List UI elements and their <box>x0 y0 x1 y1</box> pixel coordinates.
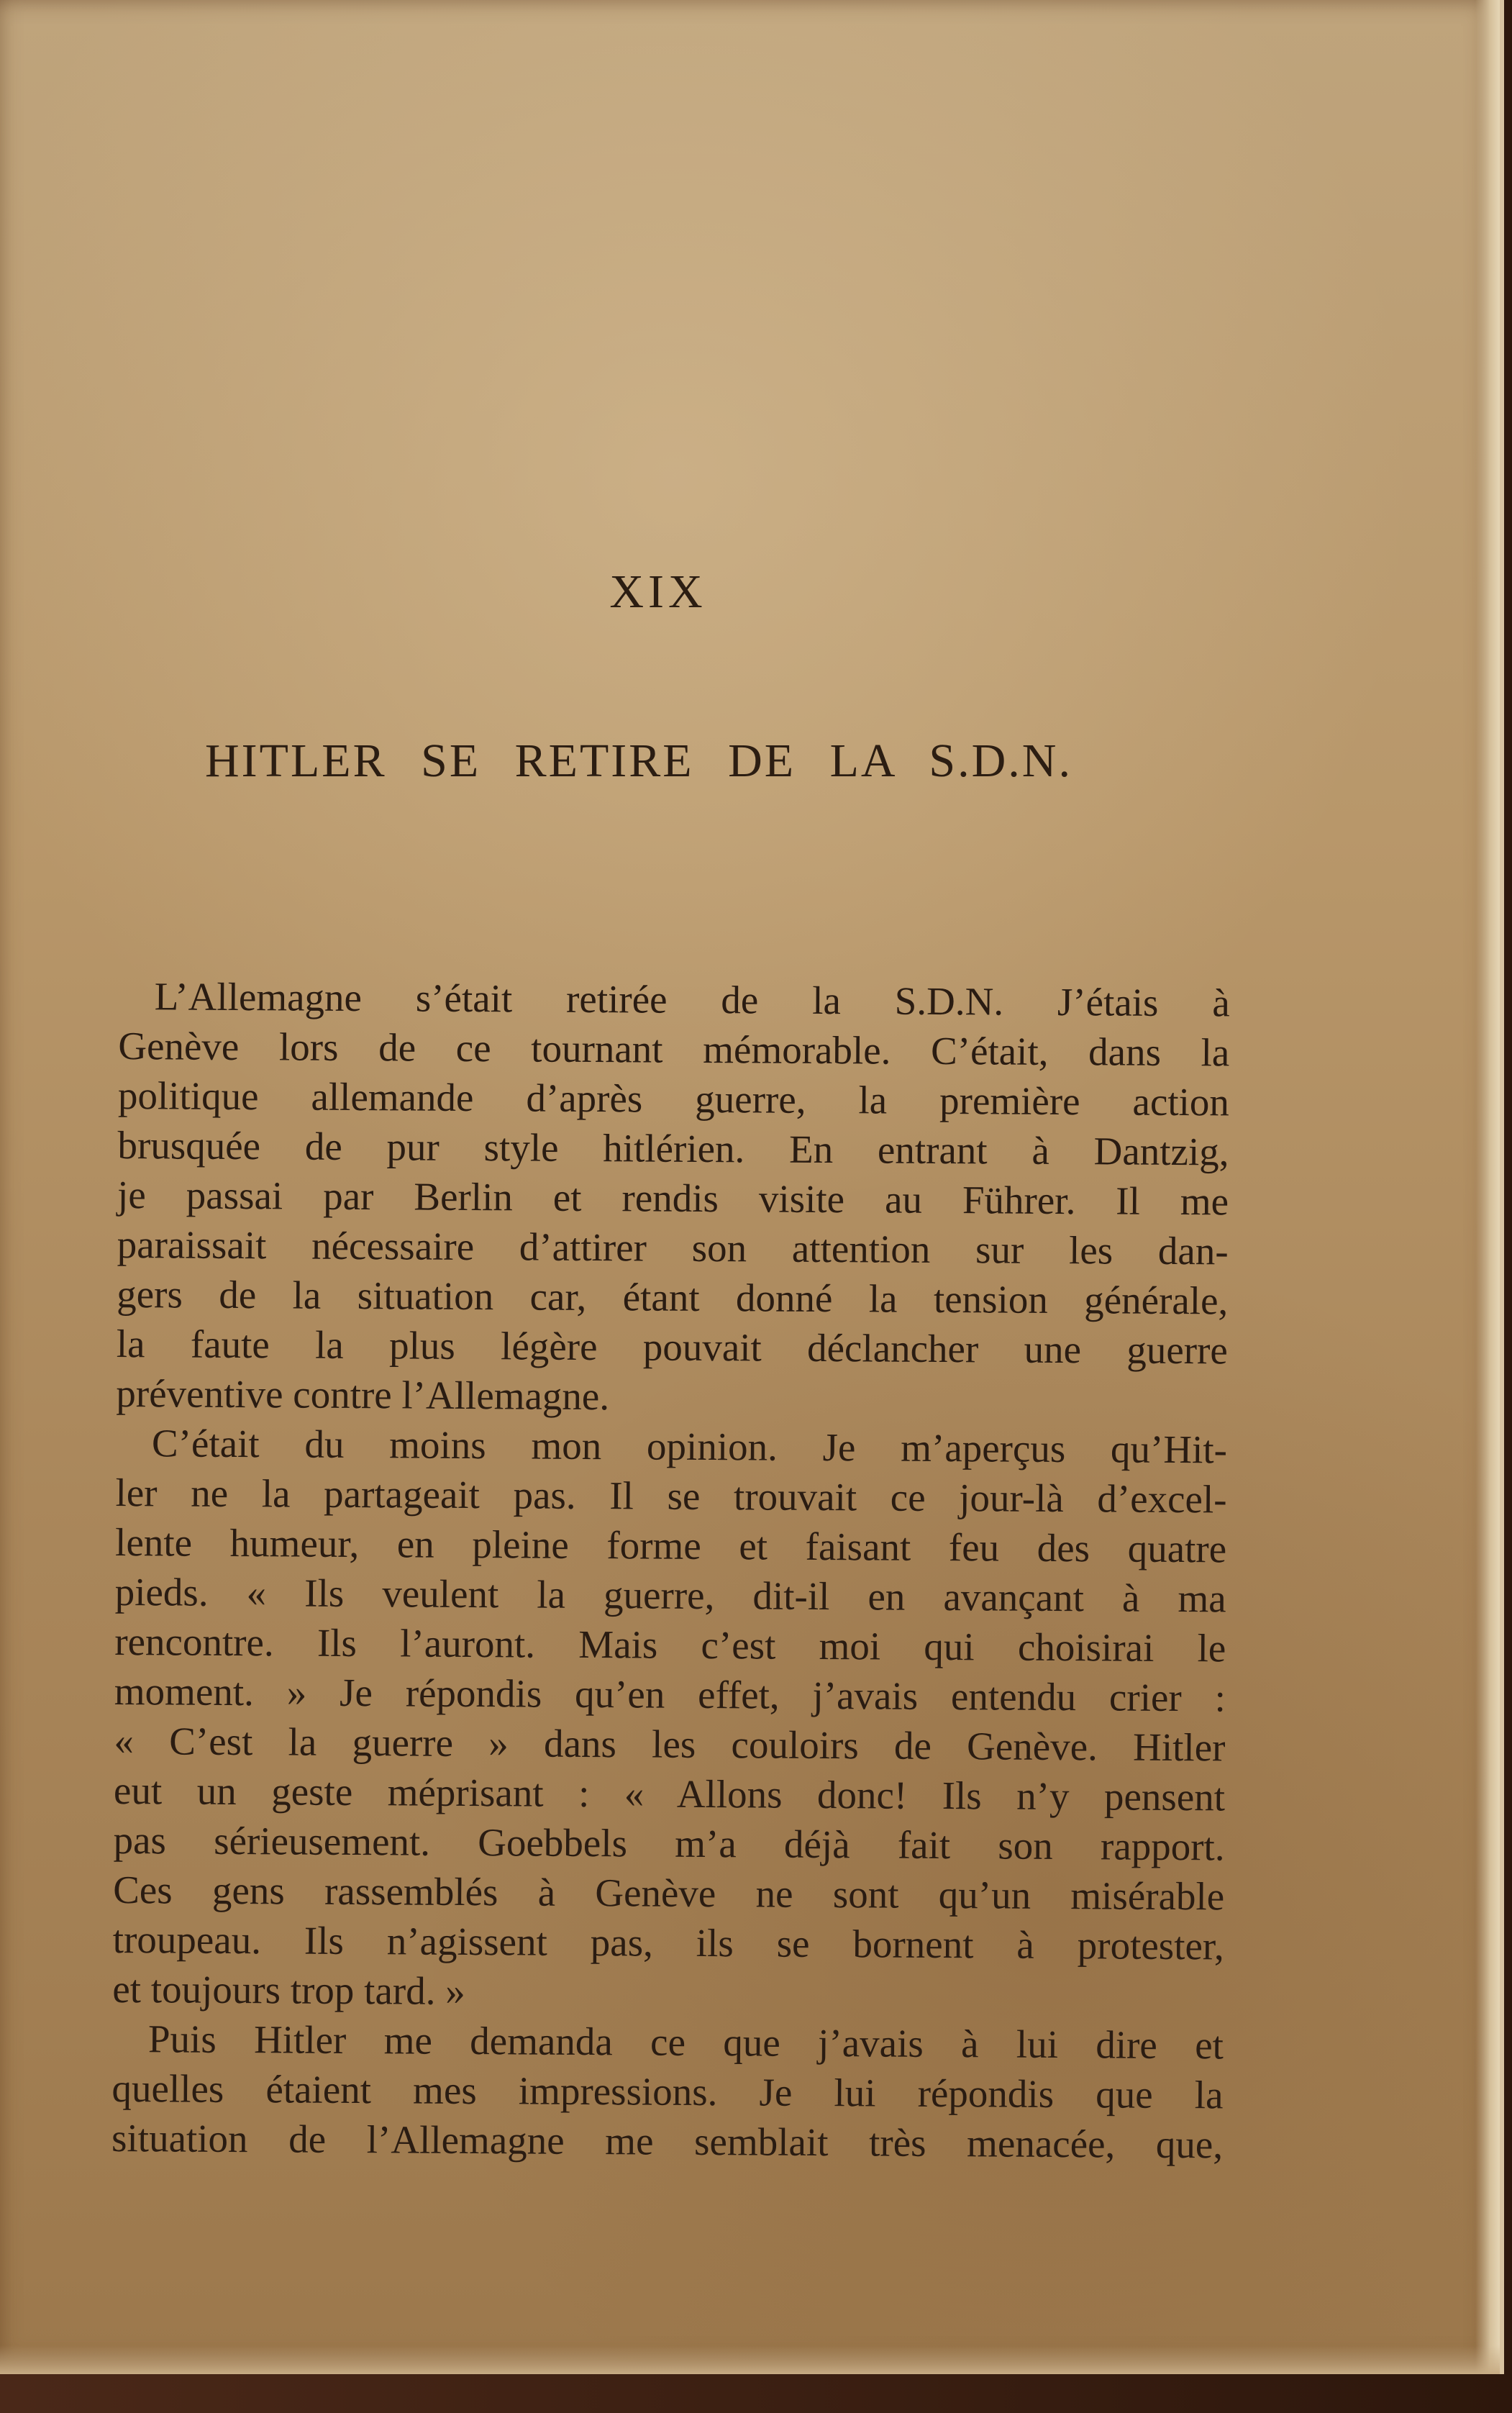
text-line: je passai par Berlin et rendis visite au Führer. Il me <box>117 1172 1229 1224</box>
text-line: « C’est la guerre » dans les couloirs de Genève. Hitler <box>114 1718 1226 1770</box>
chapter-body <box>111 971 1230 2169</box>
page-bottom-edge <box>0 2345 1500 2374</box>
page-edge <box>1475 0 1500 2374</box>
text-line: ler ne la partageait pas. Il se trouvait ce jour-là d’excel- <box>115 1470 1227 1522</box>
text-line: brusquée de pur style hitlérien. En entrant à Dantzig, <box>117 1122 1229 1174</box>
text-line: gers de la situation car, étant donné la tension générale, <box>117 1271 1229 1323</box>
text-line: pas sérieusement. Goebbels m’a déjà fait son rapport. <box>113 1817 1225 1869</box>
text-line: Puis Hitler me demanda ce que j’avais à lui dire et <box>147 2017 1224 2068</box>
text-line: eut un geste méprisant : « Allons donc! Ils n’y pensent <box>113 1768 1226 1819</box>
text-line: Ces gens rassemblés à Genève ne sont qu’un misérable <box>113 1867 1225 1919</box>
chapter-title: HITLER SE RETIRE DE LA S.D.N. <box>205 735 1072 787</box>
chapter-number: XIX <box>609 565 707 618</box>
text-line: lente humeur, en pleine forme et faisant feu des quatre <box>114 1519 1227 1571</box>
text-line: politique allemande d’après guerre, la première action <box>117 1073 1230 1124</box>
text-line: et toujours trop tard. » <box>112 1966 465 2013</box>
text-line: préventive contre l’Allemagne. <box>116 1371 610 1419</box>
text-line: L’Allemagne s’était retirée de la S.D.N. J’étais à <box>154 974 1230 1025</box>
text-line: situation de l’Allemagne me semblait très menacée, que, <box>111 2115 1224 2167</box>
text-line: moment. » Je répondis qu’en effet, j’avais entendu crier : <box>114 1668 1226 1720</box>
text-line: paraissait nécessaire d’attirer son attention sur les dan- <box>117 1222 1229 1273</box>
text-line: Genève lors de ce tournant mémorable. C’était, dans la <box>118 1023 1230 1075</box>
text-line: quelles étaient mes impressions. Je lui répondis que la <box>111 2066 1224 2117</box>
text-line: rencontre. Ils l’auront. Mais c’est moi qui choisirai le <box>114 1619 1226 1671</box>
text-line: C’était du moins mon opinion. Je m’aperçus qu’Hit- <box>151 1421 1228 1472</box>
text-line: la faute la plus légère pouvait déclancher une guerre <box>116 1321 1228 1373</box>
text-line: troupeau. Ils n’agissent pas, ils se bornent à protester, <box>112 1917 1224 1968</box>
text-line: pieds. « Ils veulent la guerre, dit-il en avançant à ma <box>114 1569 1226 1621</box>
